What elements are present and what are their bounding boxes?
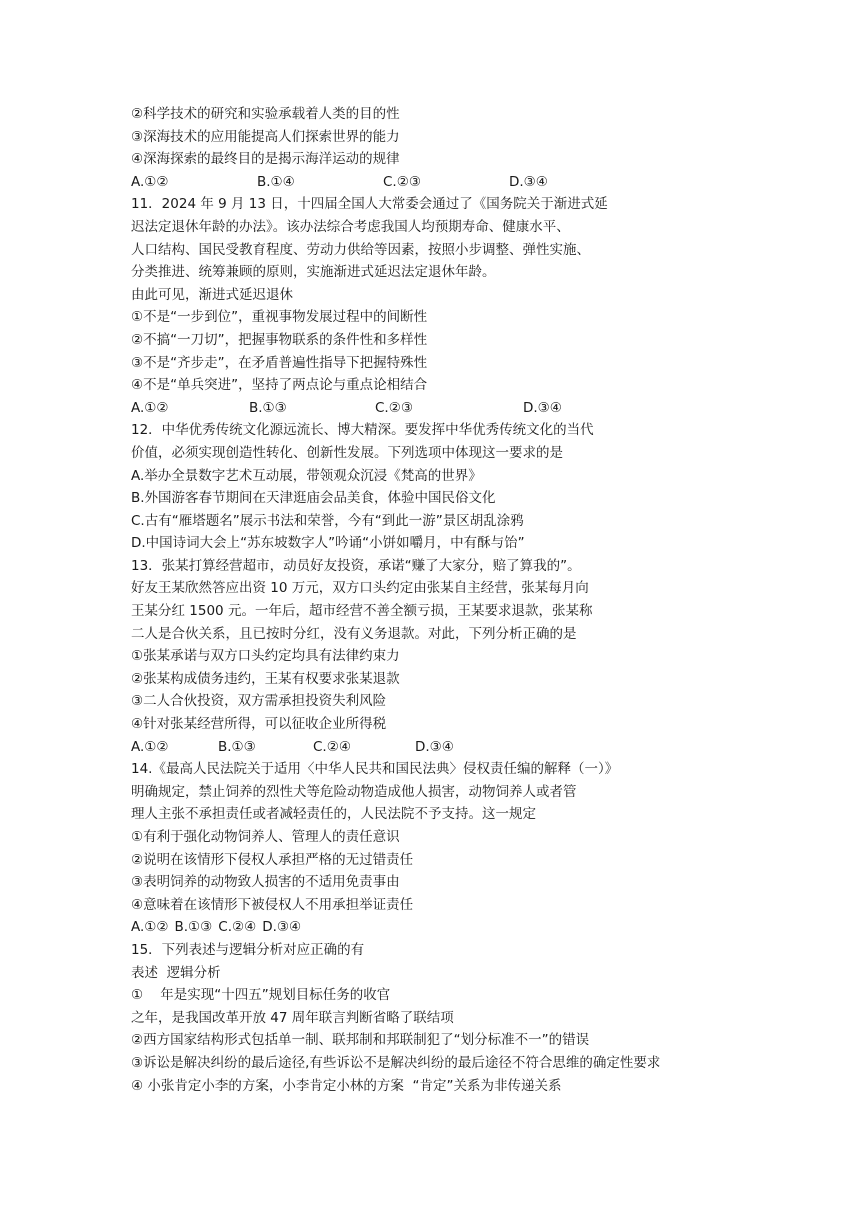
q13-item-3: ③二人合伙投资，双方需承担投资失利风险 <box>131 693 387 710</box>
q11-stem-line: 迟法定退休年龄的办法》。该办法综合考虑我国人均预期寿命、健康水平、 <box>131 218 570 235</box>
q12-stem-line: 价值，必须实现创造性转化、创新性发展。下列选项中体现这一要求的是 <box>131 444 563 461</box>
q15-row-3: ③诉讼是解决纠纷的最后途径,有些诉讼不是解决纠纷的最后途径不符合思维的确定性要求 <box>131 1054 661 1071</box>
q12-option-d: D.中国诗词大会上“苏东坡数字人”吟诵“小饼如嚼月，中有酥与饴” <box>131 535 525 552</box>
q14-option-b: B.①③ <box>174 919 213 936</box>
q10-item-4: ④深海探索的最终目的是揭示海洋运动的规律 <box>131 151 400 168</box>
q13-stem-line: 王某分红 1500 元。一年后，超市经营不善全额亏损，王某要求退款，张某称 <box>131 603 593 620</box>
q13-option-a: A.①② <box>131 738 169 755</box>
q14-item-2: ②说明在该情形下侵权人承担严格的无过错责任 <box>131 851 414 868</box>
q14-stem-line: 理人主张不承担责任或者减轻责任的，人民法院不予支持。这一规定 <box>131 806 536 823</box>
q11-option-d: D.③④ <box>523 399 562 416</box>
q11-stem-line: 分类推进、统筹兼顾的原则，实施渐进式延迟法定退休年龄。 <box>131 264 496 281</box>
q12-stem-line: 12．中华优秀传统文化源远流长、博大精深。要发挥中华优秀传统文化的当代 <box>131 422 594 439</box>
q13-option-c: C.②④ <box>313 738 351 755</box>
q15-row-1: ① 年是实现“十四五”规划目标任务的收官 <box>131 987 391 1004</box>
q11-stem-line: 11．2024 年 9 月 13 日，十四届全国人大常委会通过了《国务院关于渐进式延 <box>131 196 608 213</box>
q10-item-3: ③深海技术的应用能提高人们探索世界的能力 <box>131 128 400 145</box>
q14-option-a: A.①② <box>131 919 169 936</box>
q12-option-b: B.外国游客春节期间在天津逛庙会品美食，体验中国民俗文化 <box>131 490 496 507</box>
q14-options <box>131 916 731 939</box>
q13-stem-line: 好友王某欣然答应出资 10 万元，双方口头约定由张某自主经营，张某每月向 <box>131 580 589 597</box>
q13-stem-line: 13．张某打算经营超市，动员好友投资，承诺“赚了大家分，赔了算我的”。 <box>131 557 581 574</box>
q14-item-3: ③表明饲养的动物致人损害的不适用免责事由 <box>131 874 400 891</box>
q13-option-d: D.③④ <box>415 738 454 755</box>
q10-options <box>131 171 731 194</box>
q15-row-2: ②西方国家结构形式包括单一制、联邦制和邦联制犯了“划分标准不一”的错误 <box>131 1032 590 1049</box>
q13-option-b: B.①③ <box>218 738 256 755</box>
q12-option-a: A.举办全景数字艺术互动展，带领观众沉浸《梵高的世界》 <box>131 467 482 484</box>
q10-option-b: B.①④ <box>257 173 295 190</box>
q10-option-a: A.①② <box>131 173 169 190</box>
q11-option-a: A.①② <box>131 399 169 416</box>
q15-table-header: 表述 逻辑分析 <box>131 964 221 981</box>
q14-option-c: C.②④ <box>218 919 257 936</box>
q13-options <box>131 736 731 759</box>
q13-item-2: ②张某构成债务违约，王某有权要求张某退款 <box>131 670 400 687</box>
q11-stem-line: 人口结构、国民受教育程度、劳动力供给等因素，按照小步调整、弹性实施、 <box>131 241 590 258</box>
q11-item-3: ③不是“齐步走”，在矛盾普遍性指导下把握特殊性 <box>131 354 428 371</box>
q14-option-d: D.③④ <box>262 919 302 936</box>
q11-item-1: ①不是“一步到位”，重视事物发展过程中的间断性 <box>131 309 428 326</box>
q13-item-1: ①张某承诺与双方口头约定均具有法律约束力 <box>131 648 400 665</box>
q11-option-b: B.①③ <box>249 399 287 416</box>
q11-item-4: ④不是“单兵突进”，坚持了两点论与重点论相结合 <box>131 377 428 394</box>
q11-stem-line: 由此可见，渐进式延迟退休 <box>131 286 293 303</box>
q14-item-4: ④意味着在该情形下被侵权人不用承担举证责任 <box>131 896 414 913</box>
q11-option-c: C.②③ <box>375 399 413 416</box>
q15-row-4: ④ 小张肯定小李的方案，小李肯定小林的方案 “肯定”关系为非传递关系 <box>131 1077 562 1094</box>
q14-item-1: ①有利于强化动物饲养人、管理人的责任意识 <box>131 829 400 845</box>
q10-item-2: ②科学技术的研究和实验承载着人类的目的性 <box>131 106 400 122</box>
q12-option-c: C.古有“雁塔题名”展示书法和荣誉，今有“到此一游”景区胡乱涂鸦 <box>131 512 524 529</box>
q11-options <box>131 397 731 420</box>
q11-item-2: ②不搞“一刀切”，把握事物联系的条件性和多样性 <box>131 331 428 348</box>
q10-option-c: C.②③ <box>383 173 421 190</box>
q13-item-4: ④针对张某经营所得，可以征收企业所得税 <box>131 716 387 733</box>
q15-row-1-cont: 之年，是我国改革开放 47 周年联言判断省略了联结项 <box>131 1009 454 1026</box>
q15-stem-line: 15．下列表述与逻辑分析对应正确的有 <box>131 941 365 958</box>
q14-stem-line: 明确规定，禁止饲养的烈性犬等危险动物造成他人损害，动物饲养人或者管 <box>131 783 577 800</box>
q13-stem-line: 二人是合伙关系，且已按时分红，没有义务退款。对此，下列分析正确的是 <box>131 625 577 642</box>
exam-page <box>131 103 731 1097</box>
q14-stem-line: 14.《最高人民法院关于适用〈中华人民共和国民法典〉侵权责任编的解释（一）》 <box>131 761 619 778</box>
q10-option-d: D.③④ <box>509 173 548 190</box>
